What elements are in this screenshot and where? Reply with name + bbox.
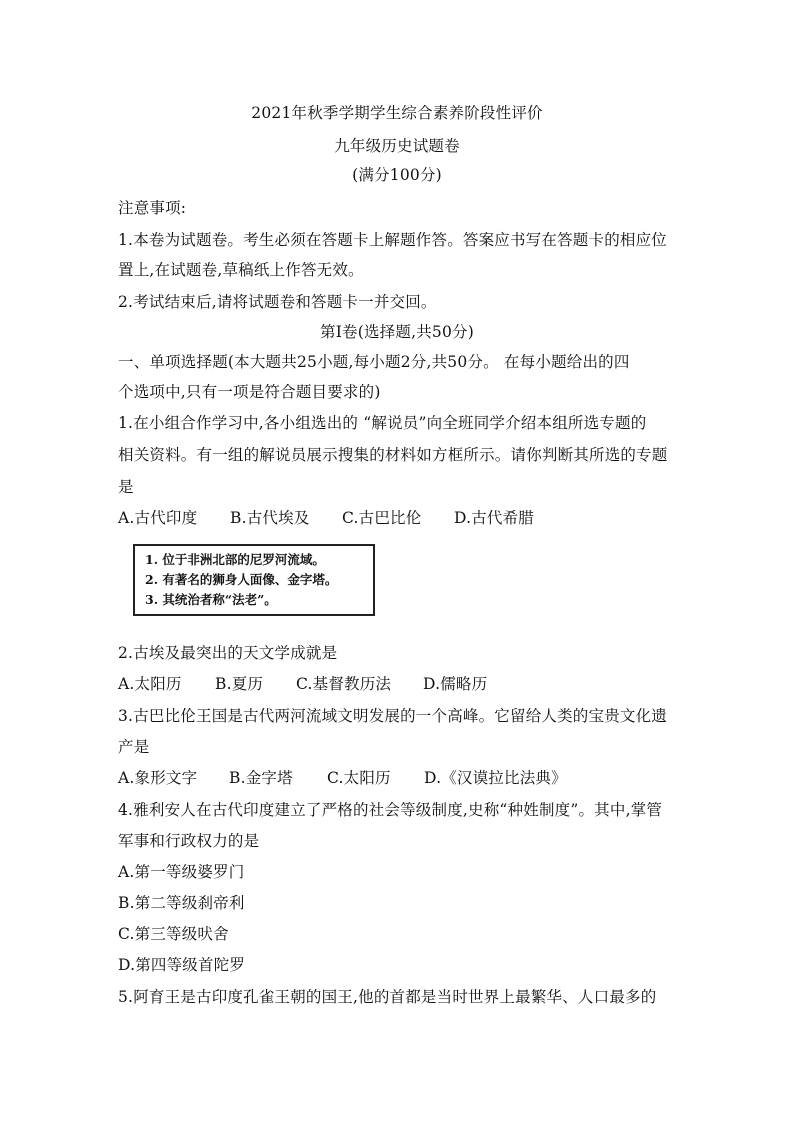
exam-title: 2021年秋季学期学生综合素养阶段性评价 — [251, 104, 543, 122]
question-1-line-2: 相关资料。有一组的解说员展示搜集的材料如方框所示。请你判断其所选的专题 — [118, 446, 668, 464]
exam-subtitle: 九年级历史试题卷 — [334, 137, 460, 155]
option-d: D.《汉谟拉比法典》 — [424, 769, 567, 787]
note-2: 2.考试结束后,请将试题卷和答题卡一并交回。 — [118, 293, 437, 311]
notes-heading: 注意事项: — [118, 199, 187, 217]
question-1-line-1: 1.在小组合作学习中,各小组选出的 “解说员”向全班同学介绍本组所选专题的 — [118, 414, 647, 432]
question-2-options — [118, 674, 487, 694]
question-1-options — [118, 508, 534, 528]
option-a: A.太阳历 — [118, 675, 182, 693]
question-2-line-1: 2.古埃及最突出的天文学成就是 — [118, 644, 338, 662]
section-instruction-line-2: 个选项中,只有一项是符合题目要求的) — [118, 383, 381, 401]
question-3-options — [118, 768, 567, 788]
material-item: 2. 有著名的狮身人面像、金字塔。 — [145, 572, 338, 587]
question-3-line-2: 产是 — [118, 738, 150, 756]
question-4-line-1: 4.雅利安人在古代印度建立了严格的社会等级制度,史称“种姓制度”。其中,掌管 — [118, 801, 663, 819]
material-item: 3. 其统治者称“法老”。 — [145, 592, 277, 607]
option-b: B.金字塔 — [229, 769, 293, 787]
question-5-line-1: 5.阿育王是古印度孔雀王朝的国王,他的首都是当时世界上最繁华、人口最多的 — [118, 988, 657, 1006]
option-c: C.太阳历 — [327, 769, 391, 787]
material-item: 1. 位于非洲北部的尼罗河流域。 — [145, 552, 325, 567]
exam-score: (满分100分) — [352, 166, 442, 184]
option-b: B.古代埃及 — [230, 509, 310, 527]
option-b: B.夏历 — [215, 675, 264, 693]
option-c: C.古巴比伦 — [342, 509, 422, 527]
question-4-option-b: B.第二等级刹帝利 — [118, 894, 245, 912]
question-4-option-d: D.第四等级首陀罗 — [118, 956, 246, 974]
option-c: C.基督教历法 — [296, 675, 392, 693]
option-d: D.儒略历 — [423, 675, 488, 693]
section-title: 第Ⅰ卷(选择题,共50分) — [320, 323, 474, 341]
option-d: D.古代希腊 — [454, 509, 535, 527]
note-1-line-2: 置上,在试题卷,草稿纸上作答无效。 — [118, 261, 364, 279]
section-instruction-line-1: 一、单项选择题(本大题共25小题,每小题2分,共50分。 在每小题给出的四 — [118, 353, 630, 371]
note-1-line-1: 1.本卷为试题卷。考生必须在答题卡上解题作答。答案应书写在答题卡的相应位 — [118, 231, 667, 249]
question-4-option-a: A.第一等级婆罗门 — [118, 863, 245, 881]
option-a: A.古代印度 — [118, 509, 198, 527]
option-a: A.象形文字 — [118, 769, 198, 787]
question-4-option-c: C.第三等级吠舍 — [118, 925, 229, 943]
question-4-line-2: 军事和行政权力的是 — [118, 832, 260, 850]
material-box — [133, 544, 375, 616]
question-1-line-3: 是 — [118, 478, 134, 496]
question-3-line-1: 3.古巴比伦王国是古代两河流域文明发展的一个高峰。它留给人类的宝贵文化遗 — [118, 707, 667, 725]
